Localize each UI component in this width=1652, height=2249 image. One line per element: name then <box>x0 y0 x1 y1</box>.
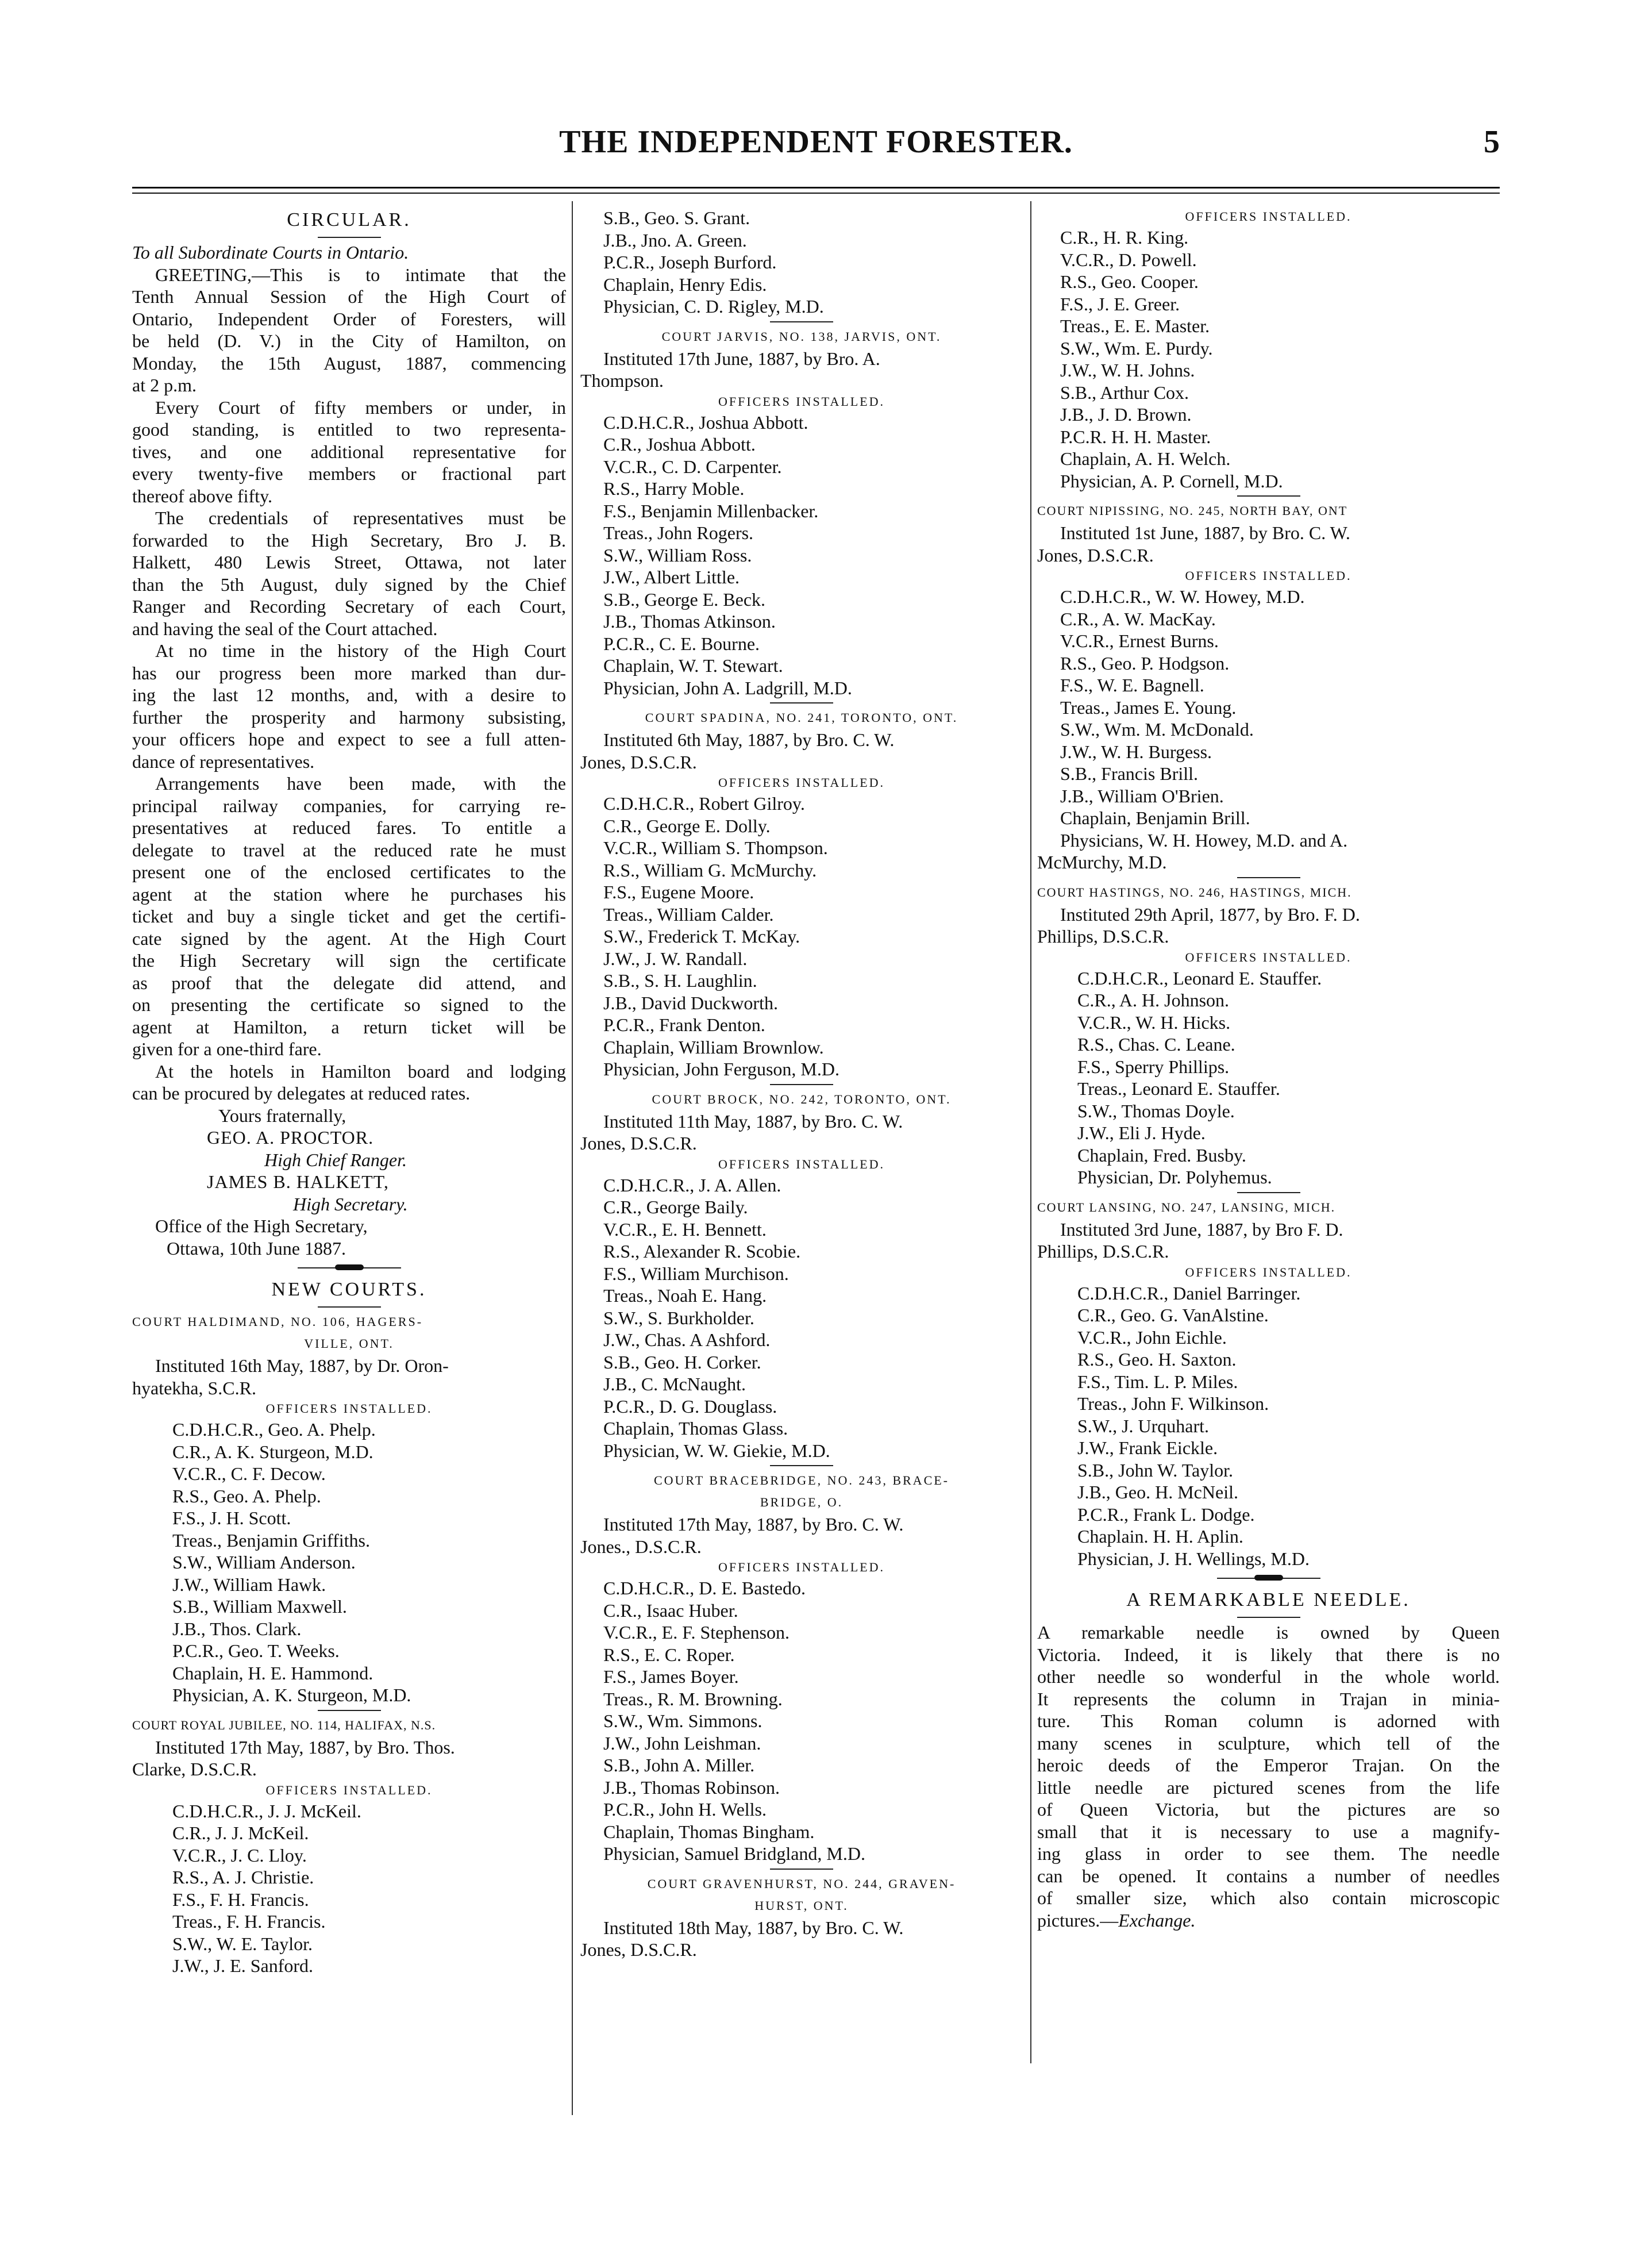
officer-line: C.D.H.C.R., Robert Gilroy. <box>603 793 805 814</box>
needle-article <box>1037 1587 1500 1931</box>
court-entry <box>580 1470 1023 1865</box>
office-line: Office of the High Secretary, <box>155 1216 368 1236</box>
circular-line: be held (D. V.) in the City of Hamilton, on <box>132 330 566 351</box>
officer-line: F.S., J. E. Greer. <box>1060 293 1180 314</box>
court-entry <box>580 707 1023 1081</box>
officer-line: Treas., John Rogers. <box>603 522 754 543</box>
officer-line: Treas., Noah E. Hang. <box>603 1285 767 1306</box>
officer-line: F.S., Eugene Moore. <box>603 882 754 902</box>
instituted-line: Instituted 3rd June, 1887, by Bro F. D. <box>1060 1218 1343 1240</box>
circular-line: At the hotels in Hamilton board and lodging <box>155 1060 566 1082</box>
circular-line: Arrangements have been made, with the <box>155 773 566 794</box>
circular-line: principal railway companies, for carrying re- <box>132 795 566 816</box>
officer-line: S.B., John A. Miller. <box>603 1755 755 1775</box>
officer-line: S.W., Frederick T. McKay. <box>603 926 800 947</box>
officer-line: J.B., Thomas Robinson. <box>603 1777 780 1798</box>
column-rule <box>572 201 573 2115</box>
circular-line: Ontario, Independent Order of Foresters, will <box>132 308 566 329</box>
circular-body <box>132 241 566 1105</box>
circular-line: At no time in the history of the High Court <box>155 640 566 661</box>
officers-list <box>580 793 1023 1081</box>
officer-line: P.C.R., Geo. T. Weeks. <box>172 1640 340 1661</box>
officer-line: Physician, A. K. Sturgeon, M.D. <box>172 1685 411 1705</box>
officer-line: C.D.H.C.R., W. W. Howey, M.D. <box>1060 586 1305 607</box>
article-line: ture. This Roman column is adorned with <box>1037 1710 1500 1731</box>
officer-line: Physician, A. P. Cornell, M.D. <box>1060 470 1283 491</box>
court-heading: COURT ROYAL JUBILEE, NO. 114, HALIFAX, N.S. <box>132 1717 436 1732</box>
officer-line: F.S., Benjamin Millenbacker. <box>603 500 819 521</box>
officer-line: J.W., Albert Little. <box>603 567 740 587</box>
officer-line: Chaplain, Thomas Bingham. <box>603 1821 815 1842</box>
officer-line: J.W., W. H. Johns. <box>1060 360 1195 380</box>
divider <box>318 1306 381 1308</box>
circular-line: presentatives at reduced fares. To entitle a <box>132 817 566 838</box>
officers-list <box>1037 586 1500 851</box>
officer-line: P.C.R., C. E. Bourne. <box>603 633 760 654</box>
officer-line: J.B., Thos. Clark. <box>172 1618 302 1639</box>
circular-line: To all Subordinate Courts in Ontario. <box>132 242 409 263</box>
officer-line: J.W., Chas. A Ashford. <box>603 1329 771 1350</box>
officer-line: J.W., J. W. Randall. <box>603 948 748 969</box>
column-rule <box>1030 201 1031 2063</box>
article-line: small that it is necessary to use a magnify- <box>1037 1821 1500 1842</box>
officers-heading: OFFICERS INSTALLED. <box>718 1560 885 1574</box>
divider <box>770 1465 833 1466</box>
officer-line: Physician, J. H. Wellings, M.D. <box>1077 1548 1310 1569</box>
officer-line: Treas., William Calder. <box>603 904 774 925</box>
officer-line: J.B., J. D. Brown. <box>1060 404 1192 425</box>
circular-line: Monday, the 15th August, 1887, commencing <box>132 352 566 374</box>
officers-heading: OFFICERS INSTALLED. <box>265 1401 433 1416</box>
officer-line: S.B., S. H. Laughlin. <box>603 970 757 991</box>
officer-line: P.C.R., John H. Wells. <box>603 1799 767 1820</box>
instituted-line: Jones., D.S.C.R. <box>580 1536 702 1557</box>
officer-line: C.R., Isaac Huber. <box>603 1600 738 1621</box>
article-line: of smaller size, which also contain microscopic <box>1037 1887 1500 1908</box>
article-line: Victoria. Indeed, it is likely that there is no <box>1037 1644 1500 1665</box>
officer-line: R.S., Geo. Cooper. <box>1060 271 1199 292</box>
officer-line: J.B., David Duckworth. <box>603 992 778 1013</box>
officer-line: S.W., Wm. Simmons. <box>603 1710 763 1731</box>
officer-line: V.C.R., William S. Thompson. <box>603 837 828 858</box>
court-heading: BRIDGE, O. <box>760 1495 844 1509</box>
officer-line: Chaplain, W. T. Stewart. <box>603 655 783 676</box>
header-rule <box>132 187 1500 194</box>
court-heading: COURT NIPISSING, NO. 245, NORTH BAY, ONT <box>1037 503 1348 518</box>
officer-line: C.R., George Baily. <box>603 1197 748 1217</box>
officer-line: C.R., J. J. McKeil. <box>172 1823 309 1843</box>
officer-line: R.S., E. C. Roper. <box>603 1644 735 1665</box>
officers-list <box>132 1800 566 1977</box>
officer-line: C.R., George E. Dolly. <box>603 815 771 836</box>
ornament-divider <box>298 1267 401 1268</box>
officer-line: S.W., W. E. Taylor. <box>172 1933 313 1954</box>
officer-line: C.R., A. K. Sturgeon, M.D. <box>172 1441 373 1462</box>
circular-line: ticket and buy a single ticket and get the certifi- <box>132 906 566 926</box>
article-line: A remarkable needle is owned by Queen <box>1037 1622 1500 1643</box>
circular-line: Ranger and Recording Secretary of each Court, <box>132 596 566 617</box>
officer-line: P.C.R. H. H. Master. <box>1060 426 1211 447</box>
officers-list <box>580 1174 1023 1462</box>
instituted-line: Instituted 6th May, 1887, by Bro. C. W. <box>603 729 895 750</box>
officer-line: J.B., William O'Brien. <box>1060 785 1224 806</box>
instituted-line: Clarke, D.S.C.R. <box>132 1759 257 1779</box>
officer-line: R.S., A. J. Christie. <box>172 1867 314 1887</box>
officer-line: S.B., George E. Beck. <box>603 589 766 610</box>
article-line: of Queen Victoria, but the pictures are so <box>1037 1799 1500 1820</box>
court-entry <box>1037 500 1500 874</box>
officer-line: Physician, W. W. Giekie, M.D. <box>603 1440 830 1461</box>
court-entry <box>580 326 1023 699</box>
officer-line: J.B., C. McNaught. <box>603 1374 746 1394</box>
circular-line: agent at Hamilton, a return ticket will be <box>132 1016 566 1037</box>
circular-line: Tenth Annual Session of the High Court of <box>132 286 566 307</box>
officer-line: S.W., J. Urquhart. <box>1077 1415 1210 1436</box>
circular-line: thereof above fifty. <box>132 485 273 506</box>
officer-line: C.D.H.C.R., Leonard E. Stauffer. <box>1077 967 1322 989</box>
officer-line: F.S., J. H. Scott. <box>172 1508 291 1528</box>
officer-line: V.C.R., John Eichle. <box>1077 1327 1227 1348</box>
officer-line: C.D.H.C.R., Joshua Abbott. <box>603 412 808 433</box>
officer-line: Chaplain, Benjamin Brill. <box>1060 808 1250 828</box>
article-title: A REMARKABLE NEEDLE. <box>1126 1589 1411 1610</box>
article-line: ing glass in order to see them. The needle <box>1037 1843 1500 1864</box>
court-entry <box>1037 1197 1500 1570</box>
officers-list <box>1037 226 1500 492</box>
officer-line: F.S., W. E. Bagnell. <box>1060 675 1204 695</box>
officer-line: R.S., Geo. A. Phelp. <box>172 1485 321 1506</box>
circular-line: ing the last 12 months, and, with a desire to <box>132 685 566 705</box>
officer-line: Chaplain, A. H. Welch. <box>1060 448 1231 469</box>
officer-line: J.B., Jno. A. Green. <box>603 229 747 251</box>
article-line: many scenes in sculpture, which tell of the <box>1037 1732 1500 1754</box>
officer-line: C.R., Geo. G. VanAlstine. <box>1077 1305 1269 1325</box>
officer-line: Treas., James E. Young. <box>1060 697 1237 718</box>
officers-heading: OFFICERS INSTALLED. <box>1185 1264 1352 1279</box>
circular-line: given for a one-third fare. <box>132 1039 322 1059</box>
circular-line: every twenty-five members or fractional part <box>132 463 566 484</box>
article-line: It represents the column in Trajan in minia- <box>1037 1688 1500 1709</box>
court-entry <box>132 1714 566 1977</box>
instituted-line: Jones, D.S.C.R. <box>580 1939 697 1960</box>
court-heading: COURT GRAVENHURST, NO. 244, GRAVEN- <box>647 1876 956 1891</box>
divider <box>318 1710 381 1711</box>
instituted-line: Instituted 18th May, 1887, by Bro. C. W. <box>603 1917 904 1938</box>
circular-line: Every Court of fifty members or under, in <box>155 397 566 418</box>
column-2 <box>580 207 1023 2117</box>
officer-line: R.S., Chas. C. Leane. <box>1077 1034 1235 1055</box>
divider <box>1237 1617 1300 1618</box>
instituted-line: Jones, D.S.C.R. <box>580 751 697 772</box>
officer-line: C.D.H.C.R., J. J. McKeil. <box>172 1800 361 1821</box>
signer-name: GEO. A. PROCTOR. <box>207 1127 374 1148</box>
officer-line: Chaplain, Fred. Busby. <box>1077 1144 1246 1166</box>
officer-line: V.C.R., W. H. Hicks. <box>1077 1012 1231 1033</box>
article-line: other needle so wonderful in the whole world. <box>1037 1666 1500 1687</box>
officer-line: S.W., William Anderson. <box>172 1552 356 1573</box>
ornament-icon <box>335 1264 364 1270</box>
circular-section <box>132 207 566 1259</box>
officer-line: C.R., Joshua Abbott. <box>603 434 756 455</box>
officer-line: S.W., William Ross. <box>603 544 752 566</box>
officer-line: Chaplain, H. E. Hammond. <box>172 1662 373 1683</box>
instituted-line: Phillips, D.S.C.R. <box>1037 926 1169 947</box>
officer-line: V.C.R., E. F. Stephenson. <box>603 1622 790 1643</box>
officer-line: V.C.R., Ernest Burns. <box>1060 631 1219 651</box>
ornament-divider <box>1217 1578 1320 1579</box>
officer-line: V.C.R., C. F. Decow. <box>172 1463 326 1484</box>
officer-line: S.B., Geo. S. Grant. <box>603 207 750 228</box>
instituted-line: Instituted 17th May, 1887, by Bro. Thos. <box>155 1736 455 1758</box>
officer-line: R.S., Geo. H. Saxton. <box>1077 1349 1237 1370</box>
last-line-text: pictures.— <box>1037 1909 1119 1931</box>
officer-line: J.W., John Leishman. <box>603 1732 761 1754</box>
officer-line: C.D.H.C.R., J. A. Allen. <box>603 1174 781 1195</box>
officer-line: C.R., A. W. MacKay. <box>1060 608 1216 629</box>
circular-line: agent at the station where he purchases his <box>132 883 566 905</box>
court-entry <box>132 1311 566 1706</box>
officer-line: C.R., H. R. King. <box>1060 227 1189 248</box>
circular-title: CIRCULAR. <box>287 209 411 230</box>
page-header <box>132 124 1500 181</box>
circular-line: cate signed by the agent. At the High Court <box>132 928 566 949</box>
officer-line: V.C.R., J. C. Lloy. <box>172 1844 307 1866</box>
circular-line: on presenting the certificate so signed to the <box>132 994 566 1015</box>
officer-line: P.C.R., Frank L. Dodge. <box>1077 1504 1255 1525</box>
circular-line: tives, and one additional representative for <box>132 441 566 462</box>
officer-line: Physician, Dr. Polyhemus. <box>1077 1167 1272 1187</box>
officer-line: S.B., Francis Brill. <box>1060 763 1199 784</box>
circular-line: forwarded to the High Secretary, Bro J. B. <box>132 529 566 551</box>
article-line: heroic deeds of the Emperor Trajan. On the <box>1037 1755 1500 1775</box>
circular-line: The credentials of representatives must be <box>155 508 566 528</box>
court-heading: VILLE, ONT. <box>304 1336 394 1351</box>
officers-heading: OFFICERS INSTALLED. <box>718 1156 885 1171</box>
officer-line: S.W., S. Burkholder. <box>603 1307 754 1328</box>
signer-title: High Chief Ranger. <box>264 1149 407 1170</box>
court-entry <box>580 1089 1023 1462</box>
officer-line: V.C.R., D. Powell. <box>1060 249 1197 270</box>
divider <box>1237 877 1300 878</box>
officer-line: Physicians, W. H. Howey, M.D. and A. <box>1060 829 1348 851</box>
instituted-line: Instituted 17th May, 1887, by Bro. C. W. <box>603 1514 904 1535</box>
closing: Yours fraternally, <box>218 1105 346 1126</box>
divider <box>770 702 833 703</box>
officers-heading: OFFICERS INSTALLED. <box>718 775 885 790</box>
circular-line: delegate to travel at the reduced rate he must <box>132 839 566 860</box>
officer-line: F.S., James Boyer. <box>603 1666 739 1687</box>
circular-line: at 2 p.m. <box>132 375 197 395</box>
instituted-line: Jones, D.S.C.R. <box>580 1133 697 1154</box>
officer-line: S.W., Wm. M. McDonald. <box>1060 719 1254 740</box>
officer-line: P.C.R., Frank Denton. <box>603 1014 765 1035</box>
officer-line: C.D.H.C.R., Geo. A. Phelp. <box>172 1419 376 1440</box>
instituted-line: hyatekha, S.C.R. <box>132 1377 256 1398</box>
court-heading: HURST, ONT. <box>754 1898 849 1913</box>
officer-line: S.B., John W. Taylor. <box>1077 1459 1233 1481</box>
instituted-line: Jones, D.S.C.R. <box>1037 544 1154 566</box>
officer-line: Chaplain, William Brownlow. <box>603 1036 824 1058</box>
officer-line: R.S., William G. McMurchy. <box>603 859 817 881</box>
instituted-line: Instituted 29th April, 1877, by Bro. F. D. <box>1060 904 1360 925</box>
officer-line: P.C.R., D. G. Douglass. <box>603 1395 777 1417</box>
court-entry <box>1037 882 1500 1189</box>
court-heading: COURT LANSING, NO. 247, LANSING, MICH. <box>1037 1200 1336 1214</box>
circular-line: your officers hope and expect to see a full atten- <box>132 729 566 749</box>
officers-heading: OFFICERS INSTALLED. <box>1185 949 1352 964</box>
officer-line: Chaplain, Thomas Glass. <box>603 1418 788 1439</box>
officer-line: J.W., J. E. Sanford. <box>172 1955 314 1976</box>
officer-line: P.C.R., Joseph Burford. <box>603 252 777 272</box>
officers-heading: OFFICERS INSTALLED. <box>1185 209 1352 224</box>
officer-line: Chaplain. H. H. Aplin. <box>1077 1526 1243 1547</box>
officer-line: V.C.R., C. D. Carpenter. <box>603 456 782 477</box>
court-heading: COURT HASTINGS, NO. 246, HASTINGS, MICH. <box>1037 885 1352 899</box>
officer-line: McMurchy, M.D. <box>1037 852 1167 872</box>
ornament-icon <box>1254 1575 1283 1581</box>
court-heading: COURT BRACEBRIDGE, NO. 243, BRACE- <box>653 1473 950 1487</box>
circular-line: good standing, is entitled to two representa- <box>132 419 566 440</box>
officer-line: R.S., Alexander R. Scobie. <box>603 1241 801 1262</box>
divider <box>770 1869 833 1870</box>
officer-line: Physician, John Ferguson, M.D. <box>603 1059 840 1079</box>
circular-line: GREETING,—This is to intimate that the <box>155 264 566 285</box>
court-heading: COURT HALDIMAND, NO. 106, HAGERS- <box>132 1314 423 1329</box>
officer-line: S.B., William Maxwell. <box>172 1596 347 1617</box>
officer-line: R.S., Geo. P. Hodgson. <box>1060 652 1230 674</box>
new-courts-title: NEW COURTS. <box>271 1279 427 1300</box>
office-line: Ottawa, 10th June 1887. <box>167 1237 346 1259</box>
divider <box>318 237 381 238</box>
signer-name: JAMES B. HALKETT, <box>207 1171 389 1192</box>
officer-line: C.D.H.C.R., Daniel Barringer. <box>1077 1282 1301 1304</box>
officer-line: C.D.H.C.R., D. E. Bastedo. <box>603 1578 806 1598</box>
court-heading: COURT SPADINA, NO. 241, TORONTO, ONT. <box>645 710 958 725</box>
instituted-line: Thompson. <box>580 370 664 391</box>
officer-line: Treas., Benjamin Griffiths. <box>172 1529 370 1551</box>
circular-line: as proof that the delegate did attend, and <box>132 972 566 993</box>
officer-line: S.W., Wm. E. Purdy. <box>1060 337 1213 359</box>
officer-line: Treas., John F. Wilkinson. <box>1077 1393 1269 1414</box>
officer-line: F.S., Tim. L. P. Miles. <box>1077 1371 1238 1392</box>
officer-line: F.S., William Murchison. <box>603 1263 789 1284</box>
officer-line: Treas., E. E. Master. <box>1060 316 1210 336</box>
circular-line: Halkett, 480 Lewis Street, Ottawa, not later <box>132 552 566 572</box>
officer-line: V.C.R., E. H. Bennett. <box>603 1218 767 1240</box>
officer-line: F.S., F. H. Francis. <box>172 1889 309 1910</box>
article-body <box>1037 1621 1500 1909</box>
circular-line: dance of representatives. <box>132 751 315 772</box>
column-3 <box>1037 207 1500 2117</box>
instituted-line: Instituted 1st June, 1887, by Bro. C. W. <box>1060 522 1350 543</box>
court-heading: COURT BROCK, NO. 242, TORONTO, ONT. <box>652 1091 952 1106</box>
officers-list <box>132 1418 566 1706</box>
article-line: can be opened. It contains a number of needles <box>1037 1865 1500 1886</box>
circular-line: the High Secretary will sign the certificate <box>132 950 566 971</box>
officer-line: R.S., Harry Moble. <box>603 478 745 499</box>
divider <box>1237 1192 1300 1193</box>
circular-line: can be procured by delegates at reduced rates. <box>132 1083 471 1104</box>
officer-line: Physician, John A. Ladgrill, M.D. <box>603 677 852 698</box>
circular-line: further the prosperity and harmony subsisting, <box>132 706 566 728</box>
officers-list <box>1037 1282 1500 1570</box>
officer-line: Chaplain, Henry Edis. <box>603 274 767 295</box>
officer-line: S.B., Geo. H. Corker. <box>603 1351 761 1373</box>
officer-line: J.W., William Hawk. <box>172 1574 326 1595</box>
officer-line: J.B., Geo. H. McNeil. <box>1077 1482 1238 1502</box>
article-source: Exchange. <box>1118 1909 1196 1931</box>
instituted-line: Phillips, D.S.C.R. <box>1037 1241 1169 1262</box>
officer-line: J.B., Thomas Atkinson. <box>603 611 776 632</box>
instituted-line: Instituted 16th May, 1887, by Dr. Oron- <box>155 1355 449 1376</box>
article-last-line <box>1037 1909 1500 1932</box>
officer-line: C.R., A. H. Johnson. <box>1077 990 1230 1010</box>
officer-line: Treas., F. H. Francis. <box>172 1911 326 1932</box>
circular-line: and having the seal of the Court attached. <box>132 618 438 639</box>
officer-line: S.W., Thomas Doyle. <box>1077 1100 1235 1121</box>
officers-list <box>580 207 1023 318</box>
officer-line: S.B., Arthur Cox. <box>1060 382 1189 403</box>
officer-line: Treas., R. M. Browning. <box>603 1688 783 1709</box>
circular-line: present one of the enclosed certificates to the <box>132 862 566 882</box>
divider <box>770 321 833 322</box>
officers-list <box>580 1577 1023 1865</box>
officers-heading: OFFICERS INSTALLED. <box>265 1782 433 1797</box>
officer-line: Physician, Samuel Bridgland, M.D. <box>603 1843 865 1864</box>
officer-line: J.W., Eli J. Hyde. <box>1077 1122 1206 1143</box>
officers-list <box>580 412 1023 699</box>
circular-line: than the 5th August, duly signed by the Chief <box>132 574 566 595</box>
officer-line: Physician, C. D. Rigley, M.D. <box>603 296 824 317</box>
signer-title: High Secretary. <box>293 1193 408 1214</box>
divider <box>770 1084 833 1085</box>
officers-heading: OFFICERS INSTALLED. <box>1185 568 1352 583</box>
officer-line: J.W., W. H. Burgess. <box>1060 741 1212 762</box>
officers-heading: OFFICERS INSTALLED. <box>718 394 885 409</box>
divider <box>1237 495 1300 497</box>
page-number: 5 <box>1484 124 1500 160</box>
page-title: THE INDEPENDENT FORESTER. <box>559 124 1073 160</box>
officer-line: J.W., Frank Eickle. <box>1077 1437 1218 1458</box>
article-line: little needle are pictured scenes from the life <box>1037 1777 1500 1798</box>
circular-line: has our progress been more marked than dur- <box>132 662 566 683</box>
officers-list <box>1037 967 1500 1189</box>
court-entry <box>580 1873 1023 1961</box>
instituted-line: Instituted 17th June, 1887, by Bro. A. <box>603 348 880 369</box>
officer-line: F.S., Sperry Phillips. <box>1077 1056 1230 1077</box>
court-heading: COURT JARVIS, NO. 138, JARVIS, ONT. <box>661 329 942 344</box>
officer-line: Treas., Leonard E. Stauffer. <box>1077 1078 1280 1099</box>
column-1 <box>132 207 566 2117</box>
instituted-line: Instituted 11th May, 1887, by Bro. C. W. <box>603 1110 903 1132</box>
